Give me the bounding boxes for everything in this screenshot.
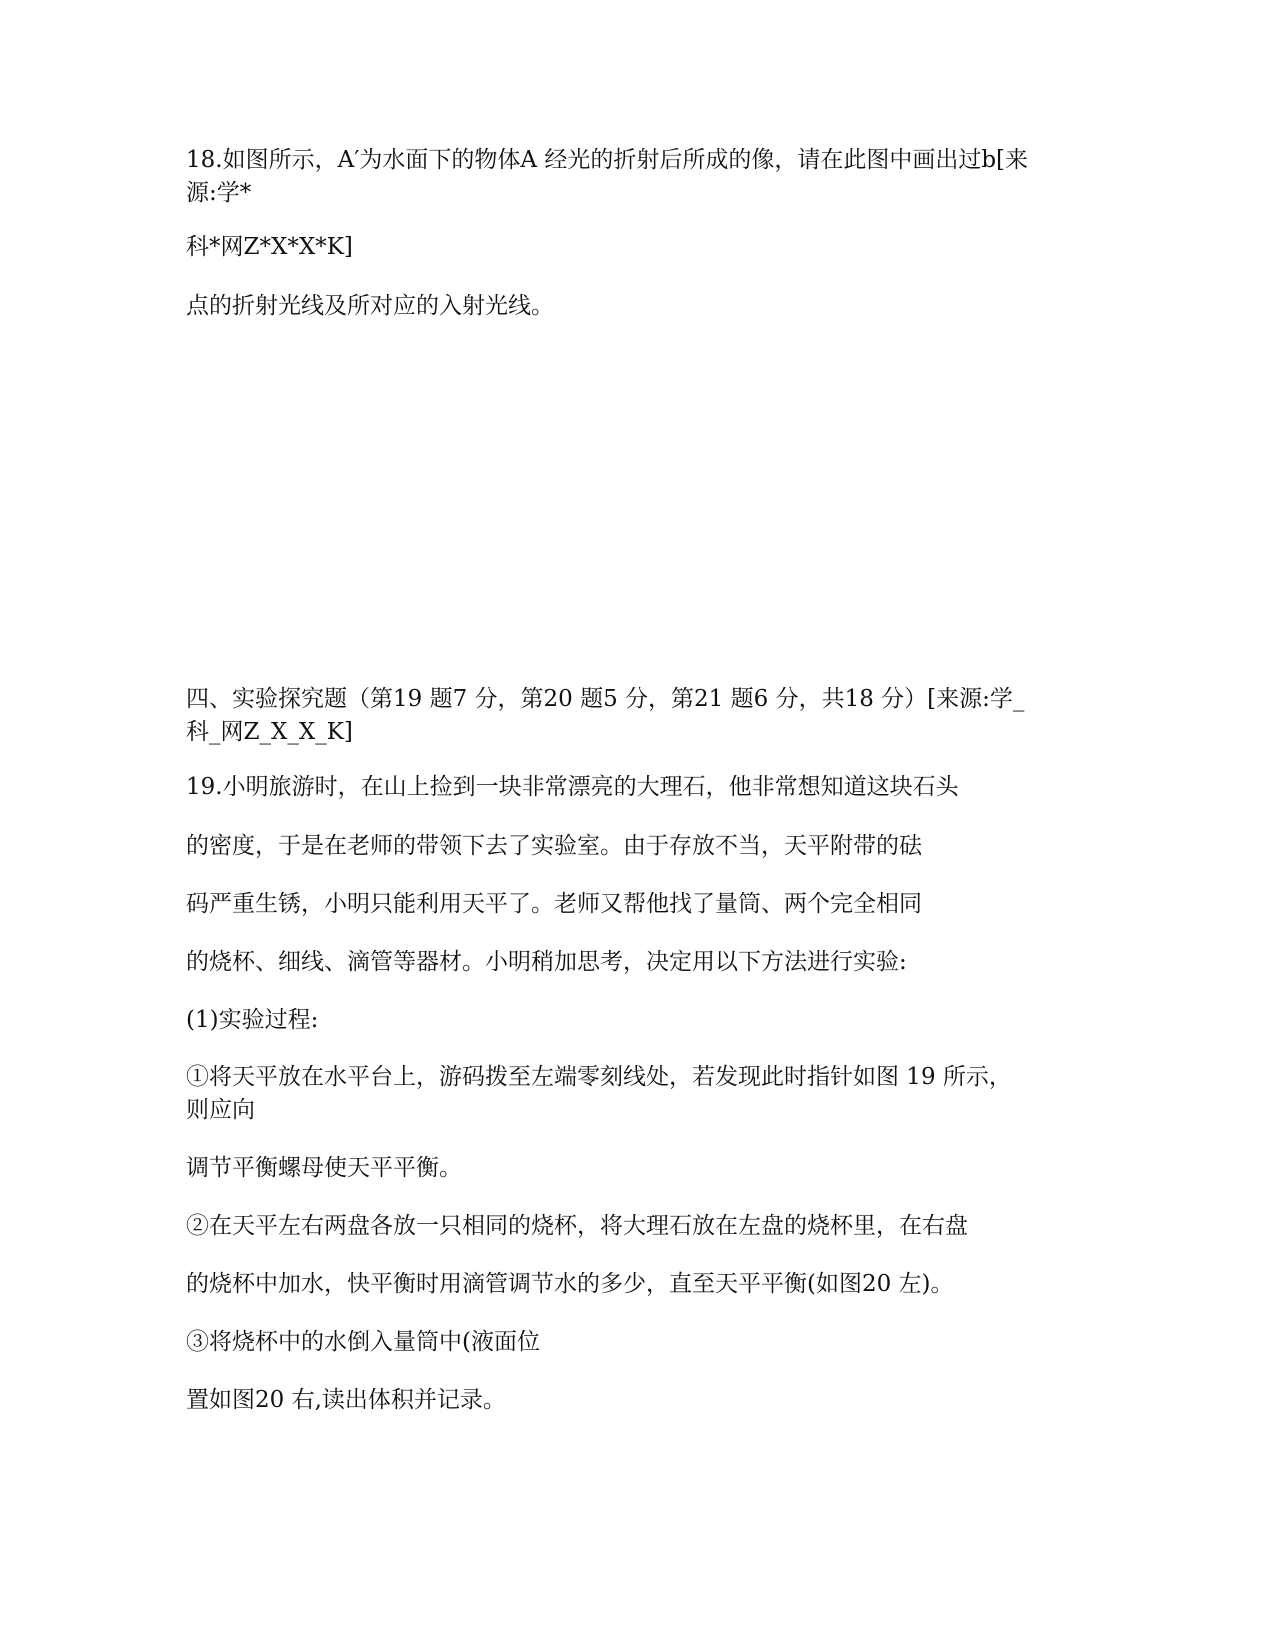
q19-step-2-line-1: ②在天平左右两盘各放一只相同的烧杯，将大理石放在左盘的烧杯里，在右盘 (186, 1213, 968, 1239)
q19-step-3-line-1: ③将烧杯中的水倒入量筒中(液面位 (186, 1329, 540, 1355)
q19-step-1-line-1: ①将天平放在水平台上，游码拨至左端零刻线处，若发现此时指针如图 19 所示， (186, 1064, 1012, 1090)
q19-paragraph-4: 的烧杯、细线、滴管等器材。小明稍加思考，决定用以下方法进行实验: (186, 949, 907, 975)
q19-paragraph-2: 的密度，于是在老师的带领下去了实验室。由于存放不当，天平附带的砝 (186, 833, 922, 859)
q18-text-line-1: 18.如图所示，A′为水面下的物体A 经光的折射后所成的像，请在此图中画出过b[来 (186, 147, 1029, 173)
q18-text-line-4: 点的折射光线及所对应的入射光线。 (186, 293, 554, 319)
q18-text-line-3: 科*网Z*X*X*K] (186, 234, 353, 260)
q19-experiment-process-label: (1)实验过程: (186, 1007, 319, 1033)
q18-text-line-2: 源:学* (186, 180, 252, 206)
q19-paragraph-3: 码严重生锈，小明只能利用天平了。老师又帮他找了量筒、两个完全相同 (186, 891, 922, 917)
q19-paragraph-1: 19.小明旅游时，在山上捡到一块非常漂亮的大理石，他非常想知道这块石头 (186, 774, 959, 800)
q19-step-1-line-3: 调节平衡螺母使天平平衡。 (186, 1155, 462, 1181)
q19-step-2-line-2: 的烧杯中加水，快平衡时用滴管调节水的多少，直至天平平衡(如图20 左)。 (186, 1271, 954, 1297)
q19-step-3-line-2: 置如图20 右,读出体积并记录。 (186, 1387, 506, 1413)
q19-step-1-line-2: 则应向 (186, 1097, 255, 1123)
section-4-heading-line-2: 科_网Z_X_X_K] (186, 719, 353, 745)
section-4-heading-line-1: 四、实验探究题（第19 题7 分，第20 题5 分，第21 题6 分，共18 分）[来源:学_ (186, 686, 1025, 712)
